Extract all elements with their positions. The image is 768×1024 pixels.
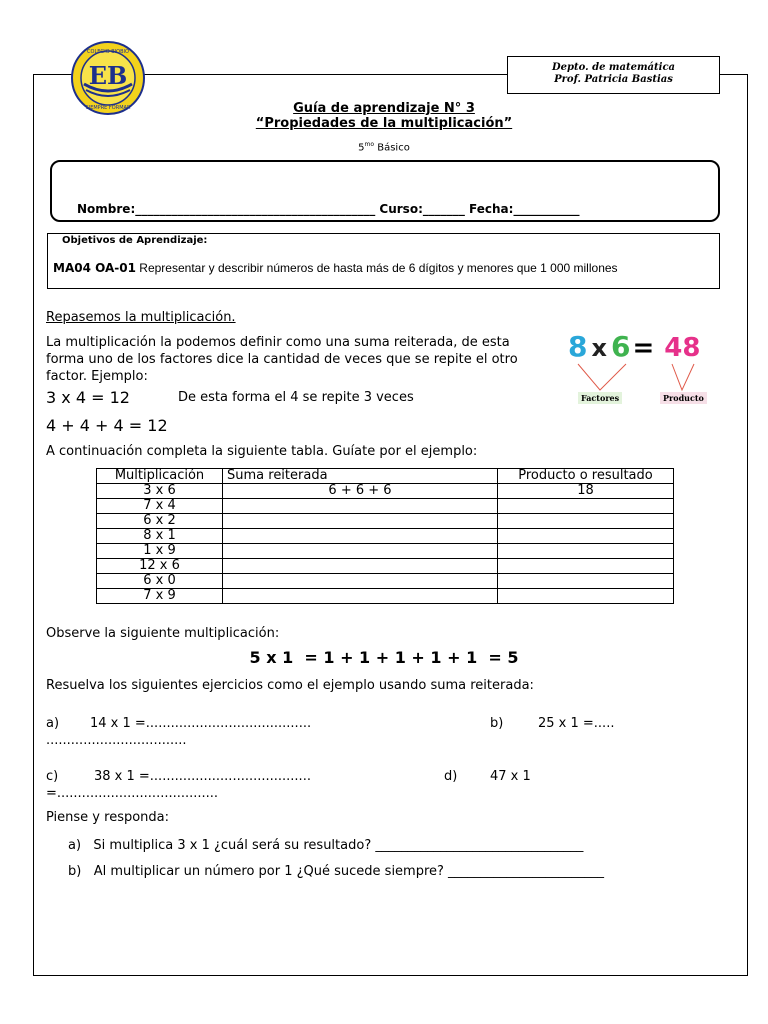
question-2[interactable]: b) Al multiplicar un número por 1 ¿Qué sucede siempre? ________________________ [68, 864, 605, 879]
header-suma: Suma reiterada [223, 469, 498, 484]
table-row: 8 x 1 [97, 529, 674, 544]
example-sum: 4 + 4 + 4 = 12 [46, 416, 168, 435]
example-note: De esta forma el 4 se repite 3 veces [178, 390, 414, 405]
factor-b: 6 [610, 330, 631, 363]
times-sign: x [591, 334, 607, 362]
table-row: 7 x 4 [97, 499, 674, 514]
header-multiplicacion: Multiplicación [97, 469, 223, 484]
product-value: 48 [664, 333, 701, 363]
factors-label: Factores [578, 392, 622, 404]
diagram-arrows [570, 362, 720, 394]
exercise-c-label: c) [46, 769, 59, 784]
objectives-title: Objetivos de Aprendizaje: [62, 235, 208, 246]
guide-title: Guía de aprendizaje N° 3 [293, 101, 475, 116]
exercise-d[interactable]: 47 x 1 [490, 769, 531, 784]
equals-sign: = [632, 333, 655, 363]
table-header-row [97, 469, 674, 484]
table-intro: A continuación completa la siguiente tabla. Guíate por el ejemplo: [46, 444, 478, 459]
department-box [507, 56, 720, 94]
exercise-b[interactable]: 25 x 1 =..... [538, 716, 615, 731]
table-row: 12 x 6 [97, 559, 674, 574]
multiplication-table [96, 468, 674, 604]
exercise-d-continuation[interactable]: =....................................... [46, 786, 219, 801]
header-producto: Producto o resultado [498, 469, 674, 484]
student-info-line[interactable]: Nombre:________________________________________ Curso:_______ Fecha:___________ [77, 202, 580, 216]
think-heading: Piense y responda: [46, 810, 170, 825]
exercise-a[interactable]: 14 x 1 =........................................ [90, 716, 312, 731]
question-1[interactable]: a) Si multiplica 3 x 1 ¿cuál será su resultado? ________________________________ [68, 838, 584, 853]
exercise-d-label: d) [444, 769, 458, 784]
table-row: 1 x 9 [97, 544, 674, 559]
factor-a: 8 [568, 330, 588, 363]
grade-level: $5^{mo}$ Básico [358, 141, 410, 154]
observe-equation: 5 x 1 = 1 + 1 + 1 + 1 + 1 = 5 [249, 648, 519, 667]
review-paragraph: La multiplicación la podemos definir como una suma reiterada, de esta forma uno de los factores dice la cantidad de veces que se repite el otro factor. Ejemplo: [46, 335, 518, 384]
exercise-b-continuation[interactable]: .................................. [46, 733, 187, 748]
table-row: 6 x 2 [97, 514, 674, 529]
factors-diagram [568, 330, 700, 363]
product-label: Producto [660, 392, 707, 404]
exercise-b-label: b) [490, 716, 504, 731]
table-row: 3 x 6 6 + 6 + 6 18 [97, 484, 674, 499]
exercise-c[interactable]: 38 x 1 =....................................... [94, 769, 311, 784]
table-row: 7 x 9 [97, 589, 674, 604]
teacher-name: Prof. Patricia Bastias [554, 74, 673, 85]
objectives-text: MA04 OA-01 Representar y describir números de hasta más de 6 dígitos y menores que 1 000 millones [53, 261, 618, 275]
svg-text:SIEMPRE FORMAR: SIEMPRE FORMAR [85, 105, 131, 111]
review-heading: Repasemos la multiplicación. [46, 310, 236, 325]
guide-subtitle: “Propiedades de la multiplicación” [255, 116, 513, 131]
observe-text: Observe la siguiente multiplicación: [46, 626, 280, 641]
svg-text:EB: EB [88, 61, 128, 90]
svg-text:COLEGIO BIOBIO: COLEGIO BIOBIO [87, 49, 129, 55]
exercise-a-label: a) [46, 716, 60, 731]
table-row: 6 x 0 [97, 574, 674, 589]
exercises-instruction: Resuelva los siguientes ejercicios como el ejemplo usando suma reiterada: [46, 678, 534, 693]
example-equation: 3 x 4 = 12 [46, 388, 130, 407]
department-name: Depto. de matemática [551, 62, 676, 73]
